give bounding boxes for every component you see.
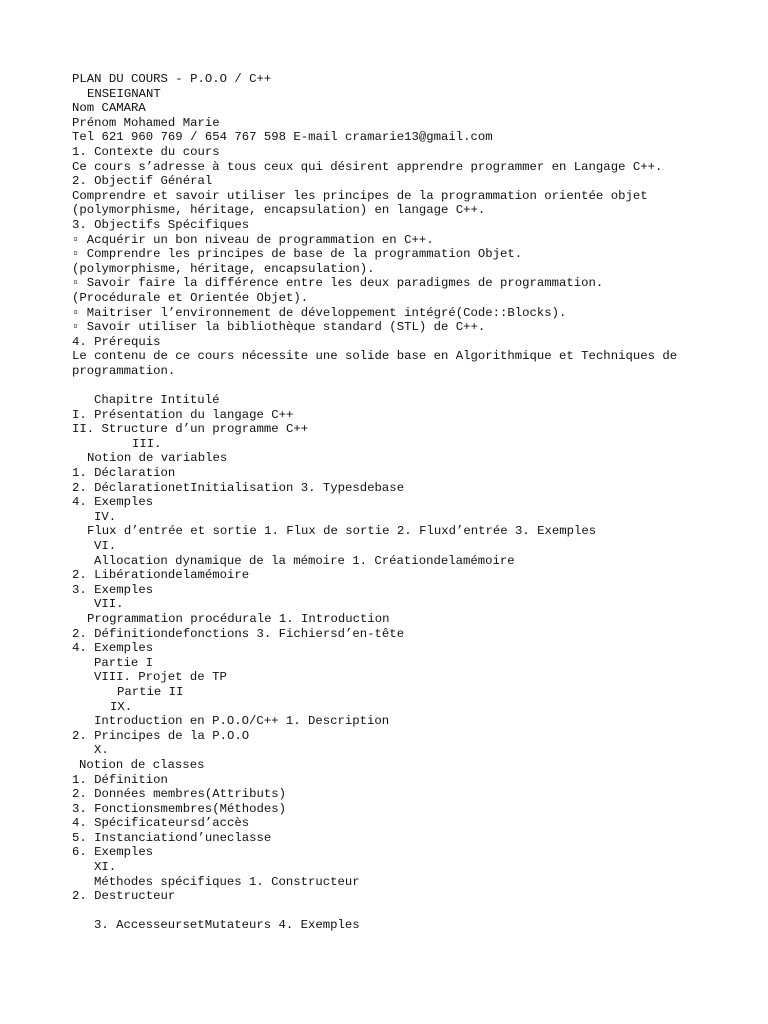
outline-line: III. xyxy=(132,436,162,451)
outline-line: 6. Exemples xyxy=(72,845,154,860)
outline-line: Flux d’entrée et sortie 1. Flux de sortie 2. Fluxd’entrée 3. Exemples xyxy=(87,524,597,539)
section-heading: 1. Contexte du cours xyxy=(72,144,220,159)
outline-line: VII. xyxy=(94,597,124,612)
outline-line: 3. Fonctionsmembres(Méthodes) xyxy=(72,801,287,816)
outline-line: VI. xyxy=(94,539,117,553)
outline-line: Programmation procédurale 1. Introduction xyxy=(87,611,390,626)
teacher-label: ENSEIGNANT xyxy=(87,86,161,101)
teacher-name: Nom CAMARA xyxy=(72,101,146,116)
outline-line: 4. Spécificateursd’accès xyxy=(72,816,250,831)
outline-line: Partie II xyxy=(117,684,184,699)
spacer xyxy=(72,378,752,393)
bullet-continuation: (Procédurale et Orientée Objet). xyxy=(72,290,309,305)
outline-line: VIII. Projet de TP xyxy=(94,670,227,685)
section-text: Le contenu de ce cours nécessite une solide base en Algorithmique et Techniques de xyxy=(72,349,678,364)
teacher-firstname: Prénom Mohamed Marie xyxy=(72,115,220,130)
outline-line: 2. Données membres(Attributs) xyxy=(72,787,287,802)
bullet-item: ▫ Acquérir un bon niveau de programmation en C++. xyxy=(72,232,434,247)
bullet-item: ▫ Maitriser l’environnement de développement intégré(Code::Blocks). xyxy=(72,305,567,320)
outline-line: 3. AccesseursetMutateurs 4. Exemples xyxy=(94,918,360,933)
spacer xyxy=(72,904,752,919)
outline-header: Chapitre Intitulé xyxy=(94,393,220,408)
outline-line: 2. Destructeur xyxy=(72,889,176,904)
outline-line: 1. Définition xyxy=(72,772,168,787)
section-heading: 4. Prérequis xyxy=(72,334,161,349)
section-heading: 2. Objectif Général xyxy=(72,174,213,189)
section-text: programmation. xyxy=(72,363,176,378)
outline-line: 2. Principes de la P.O.O xyxy=(72,728,250,743)
bullet-item: ▫ Comprendre les principes de base de la programmation Objet. xyxy=(72,247,523,262)
outline-line: I. Présentation du langage C++ xyxy=(72,407,294,422)
outline-line: 2. DéclarationetInitialisation 3. Typesdebase xyxy=(72,480,405,495)
section-heading: 3. Objectifs Spécifiques xyxy=(72,217,250,232)
outline-line: 4. Exemples xyxy=(72,641,154,656)
outline-line: Partie I xyxy=(94,655,154,670)
outline-line: 2. Libérationdelamémoire xyxy=(72,568,250,583)
outline-line: IV. xyxy=(94,509,117,524)
document-title: PLAN DU COURS - P.O.O / C++ xyxy=(72,72,272,86)
teacher-contact: Tel 621 960 769 / 654 767 598 E-mail cramarie13@gmail.com xyxy=(72,130,493,145)
outline-line: II. Structure d’un programme C++ xyxy=(72,422,309,437)
bullet-continuation: (polymorphisme, héritage, encapsulation). xyxy=(72,261,375,276)
outline-line: Notion de variables xyxy=(87,451,228,466)
outline-line: Notion de classes xyxy=(79,757,205,772)
outline-line: 1. Déclaration xyxy=(72,466,176,481)
outline-line: Méthodes spécifiques 1. Constructeur xyxy=(94,874,360,889)
outline-line: X. xyxy=(94,743,109,758)
outline-line: IX. xyxy=(110,699,133,714)
outline-line: Introduction en P.O.O/C++ 1. Description xyxy=(94,714,390,729)
section-text: (polymorphisme, héritage, encapsulation) en langage C++. xyxy=(72,203,486,218)
outline-line: 2. Définitiondefonctions 3. Fichiersd’en-tête xyxy=(72,626,405,641)
outline-line: Allocation dynamique de la mémoire 1. Créationdelamémoire xyxy=(94,553,515,568)
outline-line: 4. Exemples xyxy=(72,495,154,510)
document-body xyxy=(72,72,752,933)
outline-line: 3. Exemples xyxy=(72,582,154,597)
section-text: Ce cours s’adresse à tous ceux qui désirent apprendre programmer en Langage C++. xyxy=(72,159,663,174)
outline-line: XI. xyxy=(94,860,117,875)
bullet-item: ▫ Savoir utiliser la bibliothèque standard (STL) de C++. xyxy=(72,320,486,335)
bullet-item: ▫ Savoir faire la différence entre les deux paradigmes de programmation. xyxy=(72,276,604,291)
section-text: Comprendre et savoir utiliser les principes de la programmation orientée objet xyxy=(72,188,648,203)
outline-line: 5. Instanciationd’uneclasse xyxy=(72,830,272,845)
